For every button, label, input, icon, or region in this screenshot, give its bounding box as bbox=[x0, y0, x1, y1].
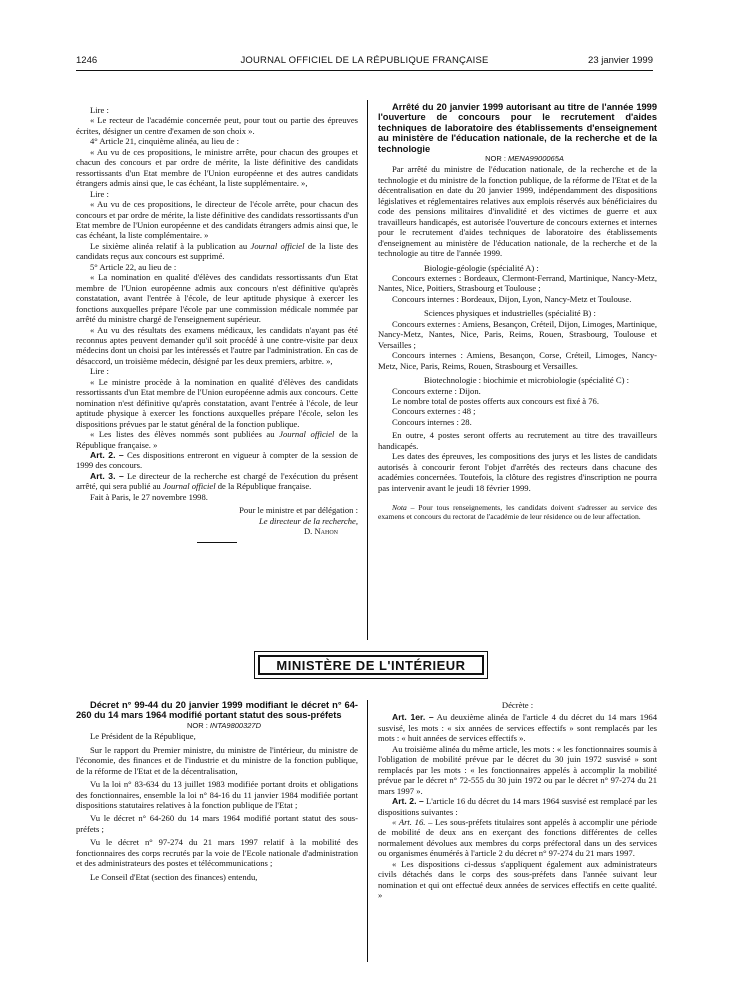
arrete-body bbox=[378, 164, 657, 493]
paragraph: « Au vu de ces propositions, le ministre arrête, pour chacun des groupes et chacun des concours et par ordre de mérite, la liste définitive des candidats ressortissants d'un Etat membre de l'Union européenne et des autres candidats étrangers admis ainsi que, le cas échéant, la liste supplémentaire. », bbox=[76, 146, 358, 189]
journal-name: Journal officiel bbox=[250, 240, 305, 251]
paragraph bbox=[378, 712, 657, 743]
journal-name: Journal officiel bbox=[279, 429, 335, 440]
paragraph: Biologie-géologie (spécialité A) : bbox=[424, 262, 539, 273]
right-column-bottom bbox=[378, 700, 657, 901]
paragraph: 5° Article 22, au lieu de : bbox=[90, 261, 177, 272]
column-divider-top bbox=[367, 100, 368, 640]
decret-body bbox=[76, 731, 358, 882]
decrete-heading: Décrète : bbox=[501, 700, 534, 710]
paragraph: « La nomination en qualité d'élèves des candidats ressortissants d'un Etat membre de l'Union européenne admis aux concours n'est définitive qu'après constatation, avant l'entrée à l'école, de leur aptitude physique à exercer les fonctions auxquelles prépare l'école par une commission médicale nommée par arrêté du ministre chargé de l'enseignement supérieur. bbox=[76, 272, 358, 325]
paragraph: Concours internes : Amiens, Besançon, Corse, Créteil, Limoges, Nancy-Metz, Nice, Paris, Reims, Rouen, Strasbourg et Versailles. bbox=[378, 350, 657, 371]
text: L'article 16 du décret du 14 mars 1964 susvisé est remplacé par les dispositions suivantes : bbox=[378, 796, 657, 817]
nor-label: NOR : bbox=[186, 720, 210, 730]
text: – Les sous-préfets titulaires sont appelés à accomplir une période de mobilité de deux ans en exerçant des fonctions différentes de celles normalement dévolues aux membres du corps préfectoral dans un des services ou organismes énumérés à l'article 2 du décret n° 97-274 du 21 mars 1997. bbox=[378, 816, 657, 859]
text: « Les listes des élèves nommés sont publiées au bbox=[90, 429, 280, 440]
paragraph: « Le ministre procède à la nomination en qualité d'élèves des candidats ressortissants d'un Etat membre de l'Union européenne admis aux concours. Cette nomination n'est définitive qu'après constatation, avant l'entrée à l'école, de leur aptitude physique à exercer les fonctions auxquelles prépare l'école, selon les dispositions prévues par le statut général de la fonction publique. bbox=[76, 376, 358, 429]
text: Le directeur de la recherche est chargé de l'exécution du présent arrêté, qui sera publié au bbox=[76, 470, 358, 492]
signature-line: Pour le ministre et par délégation : bbox=[239, 505, 358, 516]
paragraph: En outre, 4 postes seront offerts au recrutement au titre des travailleurs handicapés. bbox=[378, 430, 657, 451]
nor-code: INTA9800327D bbox=[209, 720, 262, 730]
text: Le sixième alinéa relatif à la publication au bbox=[90, 240, 251, 251]
separator bbox=[197, 542, 237, 543]
paragraph: Lire : bbox=[90, 188, 109, 199]
ministry-header-box bbox=[254, 651, 488, 679]
paragraph bbox=[76, 241, 358, 262]
paragraph: Concours externes : Bordeaux, Clermont-Ferrand, Martinique, Nancy-Metz, Nantes, Nice, Poitiers, Strasbourg et Toulouse ; bbox=[378, 273, 657, 294]
arrete-note bbox=[378, 503, 657, 522]
paragraph: Concours externes : 48 ; bbox=[392, 406, 476, 417]
article-label: Art. 2. – bbox=[90, 449, 124, 460]
running-header bbox=[76, 55, 653, 69]
article-label: Art. 2. – bbox=[392, 796, 424, 807]
page-number: 1246 bbox=[76, 55, 98, 66]
text: de la République française. bbox=[215, 481, 312, 492]
article-label: Art. 3. – bbox=[90, 470, 124, 481]
column-divider-bottom bbox=[367, 700, 368, 962]
paragraph: « Au vu de ces propositions, le directeur de l'école arrête, pour chacun des concours et par ordre de mérite, la liste définitive des candidats ressortissants d'un Etat membre de l'Union européenne et des candidats étrangers admis ainsi que, le cas échéant, la liste complémentaire. » bbox=[76, 199, 358, 241]
arrete-nor bbox=[378, 154, 657, 164]
paragraph: « Les dispositions ci-dessus s'appliquent également aux administrateurs civils détachés dans le corps des sous-préfets dans l'année suivant leur nomination et qui ont effectué deux années de services effectifs en cette qualité. » bbox=[378, 858, 657, 901]
paragraph: Fait à Paris, le 27 novembre 1998. bbox=[90, 491, 208, 502]
paragraph bbox=[76, 450, 358, 471]
nor-code: MENA9900065A bbox=[508, 154, 564, 164]
paragraph: Vu la loi n° 83-634 du 13 juillet 1983 modifiée portant droits et obligations des fonctionnaires, ensemble la loi n° 84-16 du 11 janvier 1984 modifiée portant dispositions statutaires relatives à la fonction publique de l'Etat ; bbox=[76, 779, 358, 810]
decret-articles bbox=[378, 712, 657, 900]
issue-date: 23 janvier 1999 bbox=[588, 55, 653, 66]
article-label: Art. 1er. – bbox=[392, 712, 434, 723]
text: de la liste des candidats reçus aux concours est supprimé. bbox=[76, 240, 358, 262]
paragraph: Sur le rapport du Premier ministre, du ministre de l'intérieur, du ministre de l'économie, des finances et de l'industrie et du ministre de la fonction publique, de la réforme de l'Etat et de la décentralisation, bbox=[76, 744, 358, 776]
note-label: Nota bbox=[392, 503, 407, 513]
decret-title: Décret n° 99-44 du 20 janvier 1999 modifiant le décret n° 64-260 du 14 mars 1964 modifié portant statut des sous-préfets bbox=[76, 700, 358, 721]
ministry-title: MINISTÈRE DE L'INTÉRIEUR bbox=[276, 657, 466, 673]
paragraph: 4° Article 21, cinquième alinéa, au lieu de : bbox=[90, 136, 240, 147]
journal-name: Journal officiel bbox=[162, 481, 216, 492]
right-column-top bbox=[378, 102, 657, 522]
paragraph: Concours externes : Amiens, Besançon, Créteil, Dijon, Limoges, Martinique, Nancy-Metz, Nantes, Nice, Paris, Reims, Rouen, Strasbourg, Toulouse et Versailles ; bbox=[378, 318, 657, 350]
paragraph: Biotechnologie : biochimie et microbiologie (spécialité C) : bbox=[424, 375, 630, 386]
text: de la République française. » bbox=[76, 429, 358, 450]
signatory-name: D. Nahon bbox=[303, 526, 338, 537]
paragraph bbox=[378, 796, 657, 817]
header-rule bbox=[76, 70, 653, 71]
left-column-top bbox=[76, 105, 358, 543]
paragraph: « Le recteur de l'académie concernée peut, pour tout ou partie des épreuves écrites, désigner un centre d'examen de son choix ». bbox=[76, 115, 358, 136]
paragraph: Concours externe : Dijon. bbox=[392, 385, 481, 396]
journal-title: JOURNAL OFFICIEL DE LA RÉPUBLIQUE FRANÇAISE bbox=[240, 55, 489, 66]
text: Ces dispositions entreront en vigueur à compter de la session de 1999 des concours. bbox=[76, 449, 358, 471]
paragraph: Le Conseil d'Etat (section des finances) entendu, bbox=[90, 871, 258, 882]
paragraph: Vu le décret n° 97-274 du 21 mars 1997 relatif à la mobilité des fonctionnaires des corps recrutés par la voie de l'Ecole nationale d'administration et des administrateurs des postes et télécommunications ; bbox=[76, 837, 358, 869]
paragraph: « Au vu des résultats des examens médicaux, les candidats n'ayant pas été reconnus aptes peuvent demander qu'il soit procédé à une contre-visite par deux médecins dont un choisi par les intéressés et l'autre par l'administration. En cas de désaccord, un troisième médecin, désigné par les deux premiers, arbitre. », bbox=[76, 324, 358, 366]
paragraph: Au troisième alinéa du même article, les mots : « les fonctionnaires soumis à l'obligation de mobilité prévue par le décret du 30 juin 1972 susvisé » sont remplacés par les mots : « les fonctionnaires appelés à accomplir la mobilité prévue par le décret n° 72-555 du 30 juin 1972 ou par le décret n° 97-274 du 21 mars 1997 ». bbox=[378, 743, 657, 796]
note-text: – Pour tous renseignements, les candidats doivent s'adresser au service des examens et concours du rectorat de l'académie de leur résidence ou de leur affectation. bbox=[378, 503, 657, 522]
paragraph bbox=[378, 817, 657, 859]
paragraph: Sciences physiques et industrielles (spécialité B) : bbox=[424, 308, 596, 319]
paragraph: Lire : bbox=[90, 105, 109, 115]
paragraph: Les dates des épreuves, les compositions des jurys et les listes de candidats autorisés à concourir feront l'objet d'arrêtés des recteurs dans chacune des académies concernées. Toutefois, la clôture des registres d'inscription ne pourra pas intervenir avant le jeudi 18 février 1999. bbox=[378, 451, 657, 493]
paragraph bbox=[76, 471, 358, 492]
signature-title: Le directeur de la recherche, bbox=[258, 515, 358, 526]
paragraph: Concours internes : 28. bbox=[392, 416, 472, 427]
paragraph bbox=[76, 429, 358, 450]
paragraph: Le Président de la République, bbox=[90, 731, 196, 742]
paragraph: Vu le décret n° 64-260 du 14 mars 1964 modifié portant statut des sous-préfets ; bbox=[76, 813, 358, 834]
paragraph: Le nombre total de postes offerts aux concours est fixé à 76. bbox=[392, 396, 599, 406]
left-column-bottom bbox=[76, 700, 358, 882]
paragraph: Concours internes : Bordeaux, Dijon, Lyon, Nancy-Metz et Toulouse. bbox=[392, 293, 632, 304]
paragraph: Par arrêté du ministre de l'éducation nationale, de la recherche et de la technologie et du ministre de la fonction publique, de la réforme de l'Etat et de la décentralisation en date du 20 janvier 1999, indépendamment des dispositions législatives et réglementaires relatives aux emplois réservés aux bénéficiaires du code des pensions militaires d'invalidité et des victimes de guerre et aux travailleurs handicapés, est autorisée l'ouverture de concours externes et internes pour le recrutement d'aides techniques de laboratoire des établissements d'enseignement au ministère de l'éducation nationale, de la recherche et de la technologie au titre de l'année 1999. bbox=[378, 164, 657, 259]
text: Au deuxième alinéa de l'article 4 du décret du 14 mars 1964 susvisé, les mots : « six années de services effectifs » sont remplacés par les mots : « huit années de services effectifs ». bbox=[378, 712, 657, 744]
arrete-title: Arrêté du 20 janvier 1999 autorisant au titre de l'année 1999 l'ouverture de concours pour le recrutement d'aides techniques de laboratoire des établissements d'enseignement au ministère de l'éducation nationale, de la recherche et de la technologie bbox=[378, 102, 657, 154]
decret-nor bbox=[76, 721, 358, 731]
article-label: « Art. 16. bbox=[392, 816, 426, 827]
nor-label: NOR : bbox=[485, 154, 509, 164]
paragraph: Lire : bbox=[90, 366, 109, 377]
